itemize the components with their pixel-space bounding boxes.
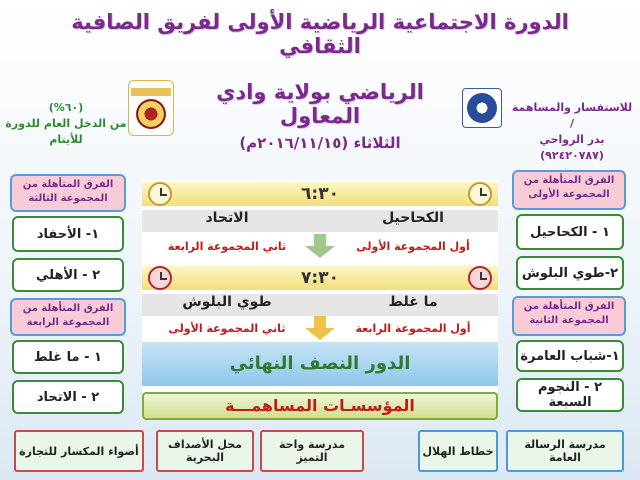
- group2-team-2: ٢ - النجوم السبعة: [516, 378, 624, 412]
- logo-band: [131, 88, 171, 96]
- group3-label: الفرق المتأهلة من المجموعة الثالثة: [10, 174, 126, 212]
- group4-team-2: ٢ - الاتحاد: [12, 380, 124, 414]
- event-date: الثلاثاء (٢٠١٦/١١/١٥م): [239, 134, 401, 152]
- contact-info: [508, 100, 636, 164]
- page-subtitle: الرياضي بولاية وادي المعاول: [216, 80, 424, 128]
- schedule-panel: [142, 180, 498, 420]
- group4-team-1: ١ - ما غلط: [12, 340, 124, 374]
- match2-ranks: [142, 318, 498, 340]
- group1-label: الفرق المتأهلة من المجموعة الأولى: [512, 170, 626, 210]
- contact-phone: (٩٢٤٢٠٧٨٧): [540, 149, 604, 162]
- charity-info: [4, 100, 128, 148]
- match2-team-right: ما غلط: [388, 294, 438, 310]
- clock-icon: [468, 266, 492, 290]
- clock-icon: [148, 266, 172, 290]
- clock-icon: [148, 182, 172, 206]
- match2-rank-right: أول المجموعة الرابعة: [355, 322, 471, 335]
- sponsor-item: أضواء المكسار للتجارة: [14, 430, 144, 472]
- group3-team-1: ١- الأحفاد: [12, 216, 124, 252]
- sponsor-item: محل الأصداف البحرية: [156, 430, 254, 472]
- contact-name: بدر الرواحي: [539, 133, 605, 146]
- group2-team-1: ١-شباب العامرة: [516, 340, 624, 372]
- page-title: الدورة الاجتماعية الرياضية الأولى لفريق الصافية الثقافي: [71, 10, 569, 58]
- sponsor-item: مدرسة واحة التميز: [260, 430, 364, 472]
- team-logo: [128, 80, 174, 136]
- contact-line1: للاستفسار والمساهمة /: [511, 101, 633, 130]
- logo-seal-icon: [136, 99, 166, 129]
- match1-team-left: الاتحاد: [205, 210, 249, 226]
- sponsor-item: مدرسة الرسالة العامة: [506, 430, 624, 472]
- match1-time: ٦:٣٠: [142, 182, 498, 206]
- group3-team-2: ٢ - الأهلي: [12, 258, 124, 292]
- group4-label: الفرق المتأهلة من المجموعة الرابعة: [10, 298, 126, 336]
- football-icon: [467, 93, 497, 123]
- match2-team-left: طوي البلوش: [182, 294, 272, 310]
- match1-rank-right: أول المجموعة الأولى: [356, 240, 470, 253]
- charity-percent: (٦٠%): [48, 101, 84, 114]
- charity-line2: من الدخل العام للدورة: [5, 117, 127, 130]
- match1-team-right: الكحاحيل: [382, 210, 444, 226]
- clock-icon: [468, 182, 492, 206]
- group1-team-2: ٢-طوي البلوش: [516, 256, 624, 290]
- sponsor-item: خطاط الهلال: [418, 430, 498, 472]
- match1-rank-left: ثاني المجموعة الرابعة: [167, 240, 287, 253]
- match1-ranks: [142, 236, 498, 258]
- group1-team-1: ١ - الكحاحيل: [516, 214, 624, 250]
- club-logo: [462, 88, 502, 128]
- charity-line3: للأيتام: [49, 133, 83, 146]
- match2-teams: [142, 294, 498, 316]
- group2-label: الفرق المتأهلة من المجموعة الثانية: [512, 296, 626, 336]
- semifinal-banner: الدور النصف النهائي: [142, 342, 498, 386]
- match1-teams: [142, 210, 498, 232]
- sponsors-heading: المؤسسـات المساهمـــة: [142, 392, 498, 420]
- match2-time: ٧:٣٠: [142, 266, 498, 290]
- match2-rank-left: ثاني المجموعة الأولى: [168, 322, 286, 335]
